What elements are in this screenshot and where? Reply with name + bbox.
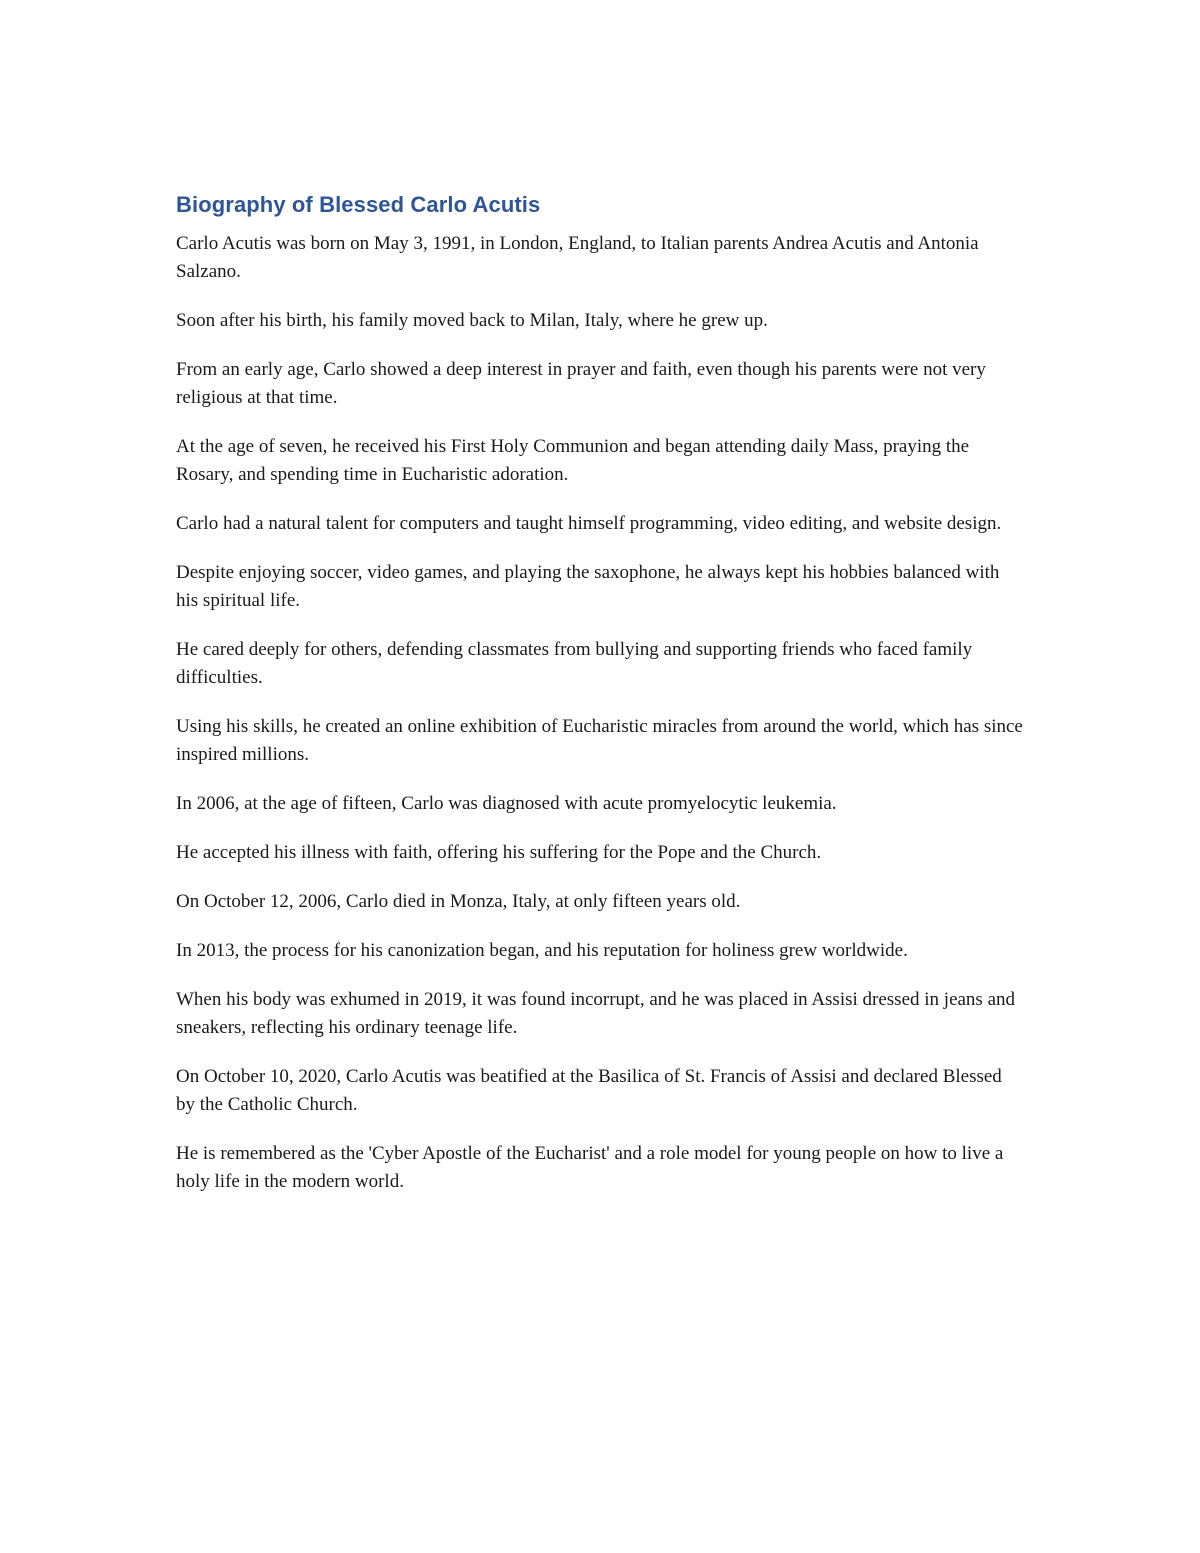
paragraph-acceptance: He accepted his illness with faith, offering his suffering for the Pope and the Church. xyxy=(176,842,822,863)
paragraph-move-to-milan: Soon after his birth, his family moved back to Milan, Italy, where he grew up. xyxy=(176,310,768,331)
paragraph-canonization-process: In 2013, the process for his canonization began, and his reputation for holiness grew worldwide. xyxy=(176,940,908,961)
paragraph-legacy: He is remembered as the 'Cyber Apostle of the Eucharist' and a role model for young people on how to live a holy life in the modern world. xyxy=(176,1143,1004,1192)
paragraph-online-exhibition: Using his skills, he created an online exhibition of Eucharistic miracles from around the world, which has since inspired millions. xyxy=(176,716,1023,765)
paragraph-birth: Carlo Acutis was born on May 3, 1991, in London, England, to Italian parents Andrea Acutis and Antonia Salzano. xyxy=(176,233,979,282)
paragraph-exhumation: When his body was exhumed in 2019, it was found incorrupt, and he was placed in Assisi dressed in jeans and sneakers, reflecting his ordinary teenage life. xyxy=(176,989,1016,1038)
paragraph-hobbies: Despite enjoying soccer, video games, and playing the saxophone, he always kept his hobbies balanced with his spiritual life. xyxy=(176,562,1000,611)
paragraph-diagnosis: In 2006, at the age of fifteen, Carlo was diagnosed with acute promyelocytic leukemia. xyxy=(176,793,837,814)
paragraph-computer-talent: Carlo had a natural talent for computers and taught himself programming, video editing, and website design. xyxy=(176,513,1002,534)
paragraph-early-faith: From an early age, Carlo showed a deep interest in prayer and faith, even though his parents were not very religious at that time. xyxy=(176,359,986,408)
document-title: Biography of Blessed Carlo Acutis xyxy=(176,192,541,217)
document-body xyxy=(176,190,1024,1217)
paragraph-caring: He cared deeply for others, defending classmates from bullying and supporting friends who faced family difficulties. xyxy=(176,639,973,688)
paragraph-first-communion: At the age of seven, he received his First Holy Communion and began attending daily Mass, praying the Rosary, and spending time in Eucharistic adoration. xyxy=(176,436,970,485)
paragraph-beatification: On October 10, 2020, Carlo Acutis was beatified at the Basilica of St. Francis of Assisi and declared Blessed by the Catholic Church. xyxy=(176,1066,1002,1115)
paragraph-death: On October 12, 2006, Carlo died in Monza, Italy, at only fifteen years old. xyxy=(176,891,741,912)
